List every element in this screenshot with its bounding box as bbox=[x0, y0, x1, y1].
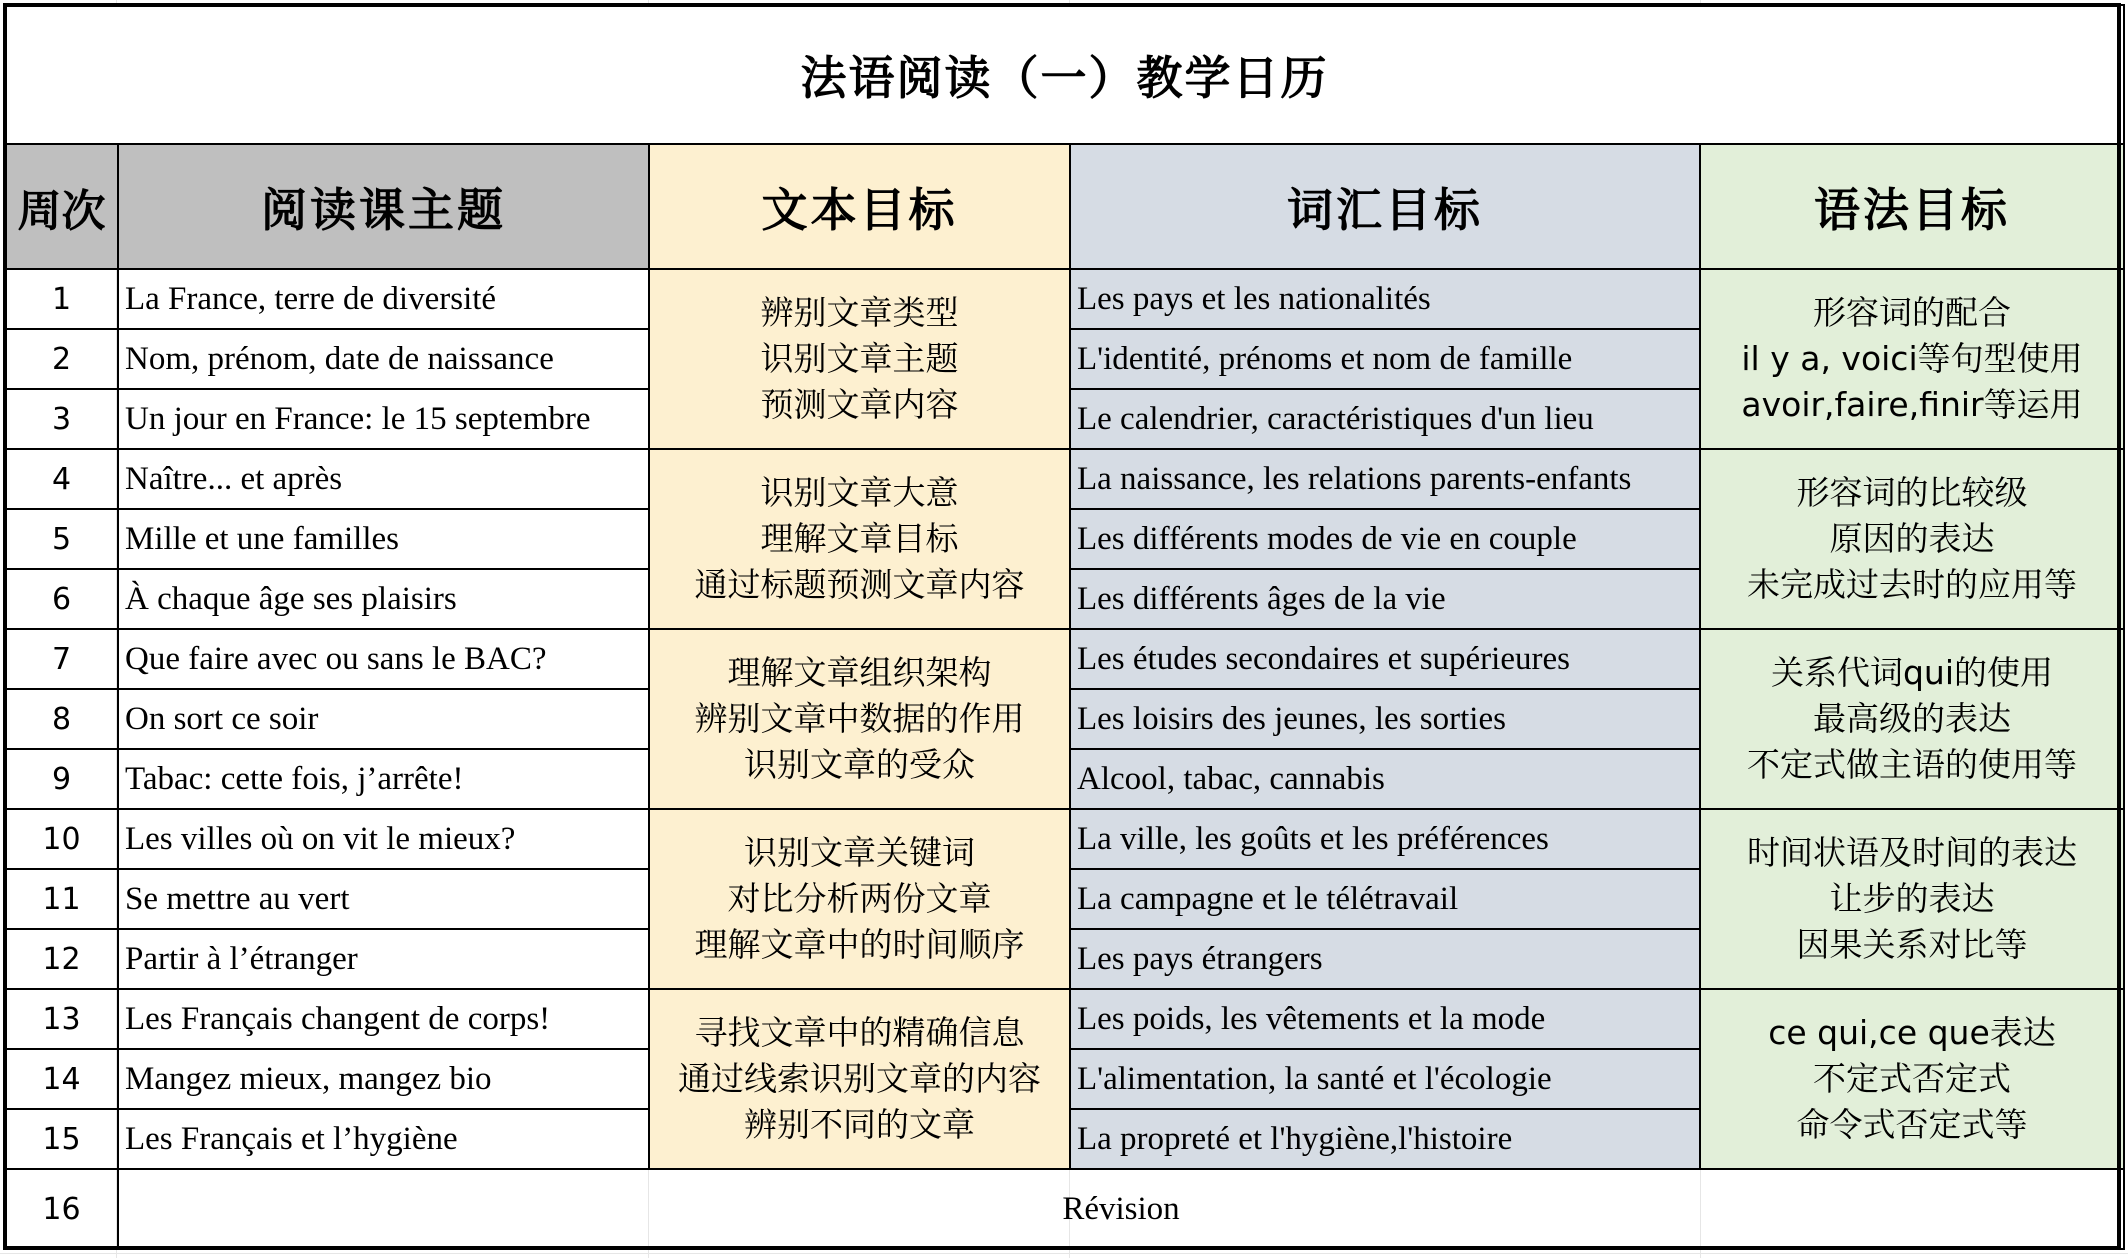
grammar-goal-line: 因果关系对比等 bbox=[1796, 925, 2028, 964]
grammar-goal-cell[interactable] bbox=[1700, 269, 2124, 449]
text-goal-line: 理解文章组织架构 bbox=[727, 653, 992, 692]
week-number-cell[interactable]: 2 bbox=[5, 329, 118, 389]
table-row bbox=[5, 809, 2124, 869]
grammar-goal-line: 最高级的表达 bbox=[1813, 699, 2011, 738]
theme-cell[interactable]: Un jour en France: le 15 septembre bbox=[118, 389, 649, 449]
text-goal-line: 识别文章的受众 bbox=[744, 745, 975, 784]
theme-cell[interactable]: On sort ce soir bbox=[118, 689, 649, 749]
grammar-goal-cell[interactable] bbox=[1700, 629, 2124, 809]
theme-cell[interactable]: Naître... et après bbox=[118, 449, 649, 509]
vocab-goal-cell[interactable]: Alcool, tabac, cannabis bbox=[1070, 749, 1700, 809]
text-goal-line: 辨别不同的文章 bbox=[744, 1105, 975, 1144]
table-row bbox=[5, 629, 2124, 689]
title-row bbox=[5, 5, 2124, 144]
theme-cell[interactable]: Que faire avec ou sans le BAC? bbox=[118, 629, 649, 689]
text-goal-line: 通过线索识别文章的内容 bbox=[678, 1059, 1041, 1098]
text-goal-line: 识别文章大意 bbox=[760, 473, 959, 512]
vocab-goal-cell[interactable]: La naissance, les relations parents-enfants bbox=[1070, 449, 1700, 509]
table-row bbox=[5, 269, 2124, 329]
theme-cell[interactable]: À chaque âge ses plaisirs bbox=[118, 569, 649, 629]
vocab-goal-cell[interactable]: Les études secondaires et supérieures bbox=[1070, 629, 1700, 689]
revision-cell[interactable]: Révision bbox=[118, 1169, 2124, 1249]
week-number-cell[interactable]: 15 bbox=[5, 1109, 118, 1169]
grammar-goal-line: 原因的表达 bbox=[1829, 519, 1995, 558]
grammar-goal-cell[interactable] bbox=[1700, 809, 2124, 989]
text-goal-line: 通过标题预测文章内容 bbox=[694, 565, 1025, 604]
grammar-goal-line: 命令式否定式等 bbox=[1796, 1105, 2028, 1144]
theme-cell[interactable]: Se mettre au vert bbox=[118, 869, 649, 929]
grammar-goal-line: 不定式否定式 bbox=[1813, 1059, 2011, 1098]
grammar-goal-line: il y a, voici等句型使用 bbox=[1741, 339, 2083, 378]
vocab-goal-cell[interactable]: Le calendrier, caractéristiques d'un lieu bbox=[1070, 389, 1700, 449]
week-number-cell[interactable]: 14 bbox=[5, 1049, 118, 1109]
header-row bbox=[5, 144, 2124, 269]
theme-cell[interactable]: Mille et une familles bbox=[118, 509, 649, 569]
text-goal-cell[interactable] bbox=[649, 989, 1070, 1169]
vocab-goal-cell[interactable]: La campagne et le télétravail bbox=[1070, 869, 1700, 929]
theme-cell[interactable]: Mangez mieux, mangez bio bbox=[118, 1049, 649, 1109]
grammar-goal-line: avoir,faire,finir等运用 bbox=[1741, 385, 2083, 424]
vocab-goal-cell[interactable]: Les différents modes de vie en couple bbox=[1070, 509, 1700, 569]
grammar-goal-line: 未完成过去时的应用等 bbox=[1747, 565, 2077, 604]
text-goal-line: 辨别文章中数据的作用 bbox=[694, 699, 1025, 738]
vocab-goal-cell[interactable]: L'identité, prénoms et nom de famille bbox=[1070, 329, 1700, 389]
text-goal-line: 理解文章中的时间顺序 bbox=[694, 925, 1025, 964]
theme-cell[interactable]: Les Français changent de corps! bbox=[118, 989, 649, 1049]
week-number-cell[interactable]: 7 bbox=[5, 629, 118, 689]
grammar-goal-line: ce qui,ce que表达 bbox=[1768, 1013, 2056, 1052]
table-row bbox=[5, 449, 2124, 509]
theme-cell[interactable]: Les Français et l’hygiène bbox=[118, 1109, 649, 1169]
week-number-cell[interactable]: 11 bbox=[5, 869, 118, 929]
page-title[interactable]: 法语阅读（一）教学日历 bbox=[5, 5, 2124, 144]
grid-line bbox=[0, 1253, 2128, 1254]
vocab-goal-cell[interactable]: Les loisirs des jeunes, les sorties bbox=[1070, 689, 1700, 749]
vocab-goal-cell[interactable]: L'alimentation, la santé et l'écologie bbox=[1070, 1049, 1700, 1109]
theme-cell[interactable]: La France, terre de diversité bbox=[118, 269, 649, 329]
header-vocab-goal[interactable]: 词汇目标 bbox=[1070, 144, 1700, 269]
text-goal-line: 理解文章目标 bbox=[760, 519, 959, 558]
theme-cell[interactable]: Tabac: cette fois, j’arrête! bbox=[118, 749, 649, 809]
grammar-goal-line: 不定式做主语的使用等 bbox=[1747, 745, 2077, 784]
text-goal-line: 识别文章关键词 bbox=[744, 833, 975, 872]
grammar-goal-line: 关系代词qui的使用 bbox=[1770, 653, 2054, 692]
week-number-cell[interactable]: 13 bbox=[5, 989, 118, 1049]
week-number-cell[interactable]: 9 bbox=[5, 749, 118, 809]
week-number-cell[interactable]: 6 bbox=[5, 569, 118, 629]
week-number-cell[interactable]: 16 bbox=[5, 1169, 118, 1249]
revision-row bbox=[5, 1169, 2124, 1249]
text-goal-line: 辨别文章类型 bbox=[760, 293, 959, 332]
vocab-goal-cell[interactable]: La ville, les goûts et les préférences bbox=[1070, 809, 1700, 869]
grammar-goal-line: 让步的表达 bbox=[1829, 879, 1995, 918]
text-goal-line: 对比分析两份文章 bbox=[727, 879, 992, 918]
theme-cell[interactable]: Nom, prénom, date de naissance bbox=[118, 329, 649, 389]
grammar-goal-cell[interactable] bbox=[1700, 989, 2124, 1169]
grammar-goal-line: 形容词的配合 bbox=[1813, 293, 2011, 332]
theme-cell[interactable]: Les villes où on vit le mieux? bbox=[118, 809, 649, 869]
week-number-cell[interactable]: 8 bbox=[5, 689, 118, 749]
text-goal-line: 寻找文章中的精确信息 bbox=[694, 1013, 1025, 1052]
header-theme[interactable]: 阅读课主题 bbox=[118, 144, 649, 269]
text-goal-cell[interactable] bbox=[649, 809, 1070, 989]
week-number-cell[interactable]: 10 bbox=[5, 809, 118, 869]
week-number-cell[interactable]: 5 bbox=[5, 509, 118, 569]
grammar-goal-line: 时间状语及时间的表达 bbox=[1747, 833, 2077, 872]
theme-cell[interactable]: Partir à l’étranger bbox=[118, 929, 649, 989]
grammar-goal-line: 形容词的比较级 bbox=[1796, 473, 2028, 512]
vocab-goal-cell[interactable]: La propreté et l'hygiène,l'histoire bbox=[1070, 1109, 1700, 1169]
text-goal-cell[interactable] bbox=[649, 269, 1070, 449]
vocab-goal-cell[interactable]: Les poids, les vêtements et la mode bbox=[1070, 989, 1700, 1049]
text-goal-line: 预测文章内容 bbox=[760, 385, 959, 424]
header-text-goal[interactable]: 文本目标 bbox=[649, 144, 1070, 269]
grammar-goal-cell[interactable] bbox=[1700, 449, 2124, 629]
week-number-cell[interactable]: 4 bbox=[5, 449, 118, 509]
text-goal-cell[interactable] bbox=[649, 629, 1070, 809]
week-number-cell[interactable]: 1 bbox=[5, 269, 118, 329]
vocab-goal-cell[interactable]: Les pays étrangers bbox=[1070, 929, 1700, 989]
week-number-cell[interactable]: 3 bbox=[5, 389, 118, 449]
text-goal-cell[interactable] bbox=[649, 449, 1070, 629]
text-goal-line: 识别文章主题 bbox=[760, 339, 959, 378]
week-number-cell[interactable]: 12 bbox=[5, 929, 118, 989]
teaching-calendar-table bbox=[4, 4, 2125, 1250]
vocab-goal-cell[interactable]: Les différents âges de la vie bbox=[1070, 569, 1700, 629]
header-grammar-goal[interactable]: 语法目标 bbox=[1700, 144, 2124, 269]
header-week[interactable]: 周次 bbox=[5, 144, 118, 269]
vocab-goal-cell[interactable]: Les pays et les nationalités bbox=[1070, 269, 1700, 329]
table-row bbox=[5, 989, 2124, 1049]
